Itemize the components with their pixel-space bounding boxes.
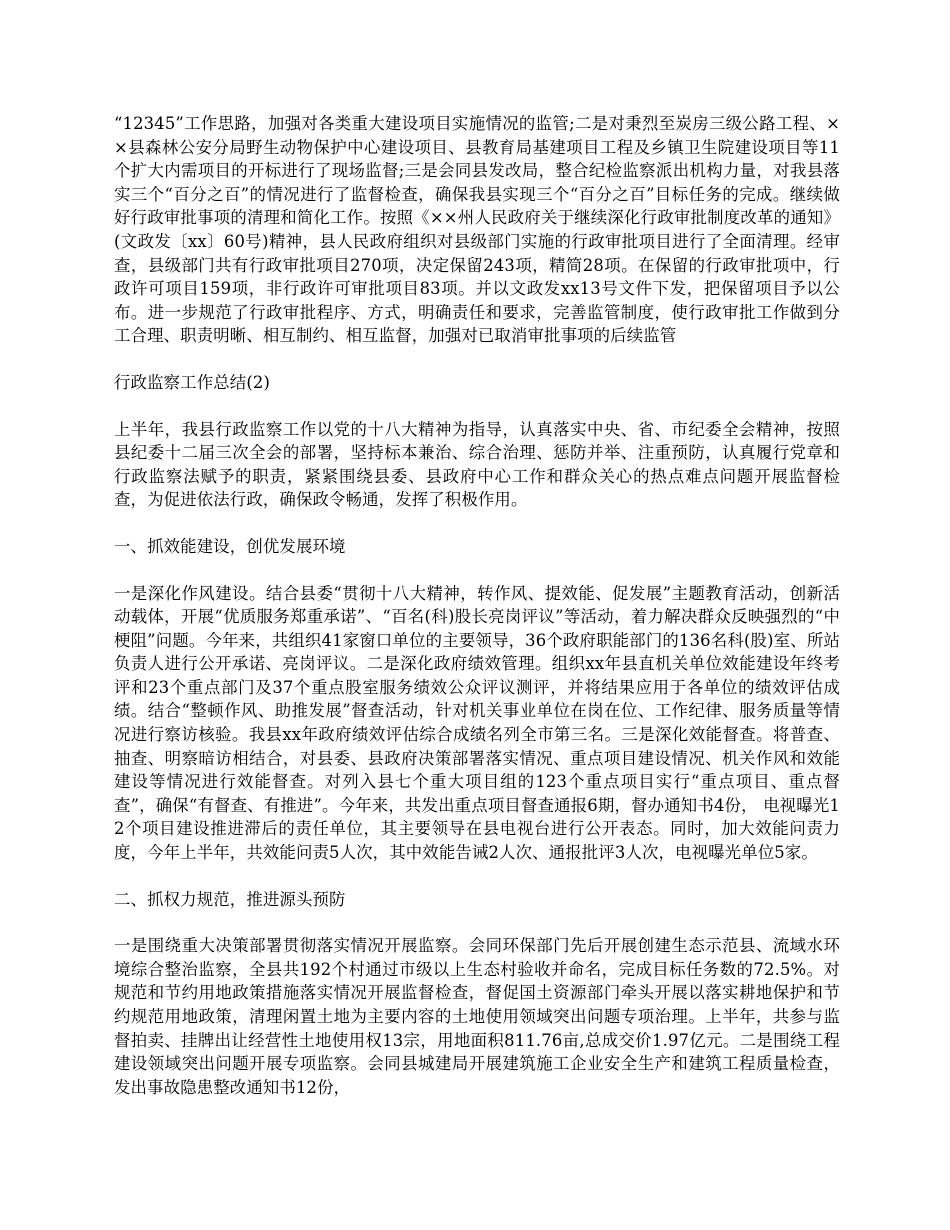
document-body [114, 112, 840, 1122]
heading-efficiency: 一、抓效能建设，创优发展环境 [114, 536, 346, 556]
paragraph-approval-reform: “12345”工作思路，加强对各类重大建设项目实施情况的监管;二是对秉烈至炭房三级公路工程、××县森林公安分局野生动物保护中心建设项目、县教育局基建项目工程及乡镇卫生院建设项目等11个扩大内需项目的开标进行了现场监督;三是会同县发改局，整合纪检监察派出机构力量，对我县落实三个“百分之百”的情况进行了监督检查，确保我县实现三个“百分之百”目标任务的完成。继续做好行政审批事项的清理和简化工作。按照《××州人民政府关于继续深化行政审批制度改革的通知》(文政发〔xx〕60号)精神，县人民政府组织对县级部门实施的行政审批项目进行了全面清理。经审查，县级部门共有行政审批项目270项，决定保留243项，精简28项。在保留的行政审批项中，行政许可项目159项，非行政许可审批项目83项。并以文政发xx13号文件下发，把保留项目予以公布。进一步规范了行政审批程序、方式，明确责任和要求，完善监管制度，使行政审批工作做到分工合理、职责明晰、相互制约、相互监督，加强对已取消审批事项的后续监管 [114, 114, 840, 346]
section-title: 行政监察工作总结(2) [114, 372, 270, 392]
paragraph-intro: 上半年，我县行政监察工作以党的十八大精神为指导，认真落实中央、省、市纪委全会精神，按照县纪委十二届三次全会的部署，坚持标本兼治、综合治理、惩防并举、注重预防，认真履行党章和行政监察法赋予的职责，紧紧围绕县委、县政府中心工作和群众关心的热点难点问题开展监督检查，为促进依法行政，确保政令畅通，发挥了积极作用。 [114, 419, 840, 510]
heading-power-regulation: 二、抓权力规范，推进源头预防 [114, 889, 346, 909]
paragraph-efficiency: 一是深化作风建设。结合县委“贯彻十八大精神，转作风、提效能、促发展”主题教育活动，创新活动载体，开展“优质服务郑重承诺”、“百名(科)股长亮岗评议”等活动，着力解决群众反映强烈的“中梗阻”问题。今年来，共组织41家窗口单位的主要领导，36个政府职能部门的136名科(股)室、所站负责人进行公开承诺、亮岗评议。二是深化政府绩效管理。组织xx年县直机关单位效能建设年终考评和23个重点部门及37个重点股室服务绩效公众评议测评，并将结果应用于各单位的绩效评估成绩。结合“整顿作风、助推发展”督查活动，针对机关事业单位在岗在位、工作纪律、服务质量等情况进行察访核验。我县xx年政府绩效评估综合成绩名列全市第三名。三是深化效能督查。将普查、抽查、明察暗访相结合，对县委、县政府决策部署落实情况、重点项目建设情况、机关作风和效能建设等情况进行效能督查。对列入县七个重大项目组的123个重点项目实行“重点项目、重点督查”，确保“有督查、有推进”。今年来，共发出重点项目督查通报6期，督办通知书4份， 电视曝光12个项目建设推进滞后的责任单位，其主要领导在县电视台进行公开表态。同时，加大效能问责力度，今年上半年，共效能问责5人次，其中效能告诫2人次、通报批评3人次，电视曝光单位5家。 [114, 583, 840, 863]
paragraph-power-regulation: 一是围绕重大决策部署贯彻落实情况开展监察。会同环保部门先后开展创建生态示范县、流域水环境综合整治监察，全县共192个村通过市级以上生态村验收并命名，完成目标任务数的72.5%。对规范和节约用地政策措施落实情况开展监督检查，督促国土资源部门牵头开展以落实耕地保护和节约规范用地政策，清理闲置土地为主要内容的土地使用领域突出问题专项治理。上半年，共参与监督拍卖、挂牌出让经营性土地使用权13宗，用地面积811.76亩,总成交价1.97亿元。二是围绕工程建设领域突出问题开展专项监察。会同县城建局开展建筑施工企业安全生产和建筑工程质量检查，发出事故隐患整改通知书12份， [114, 936, 840, 1097]
